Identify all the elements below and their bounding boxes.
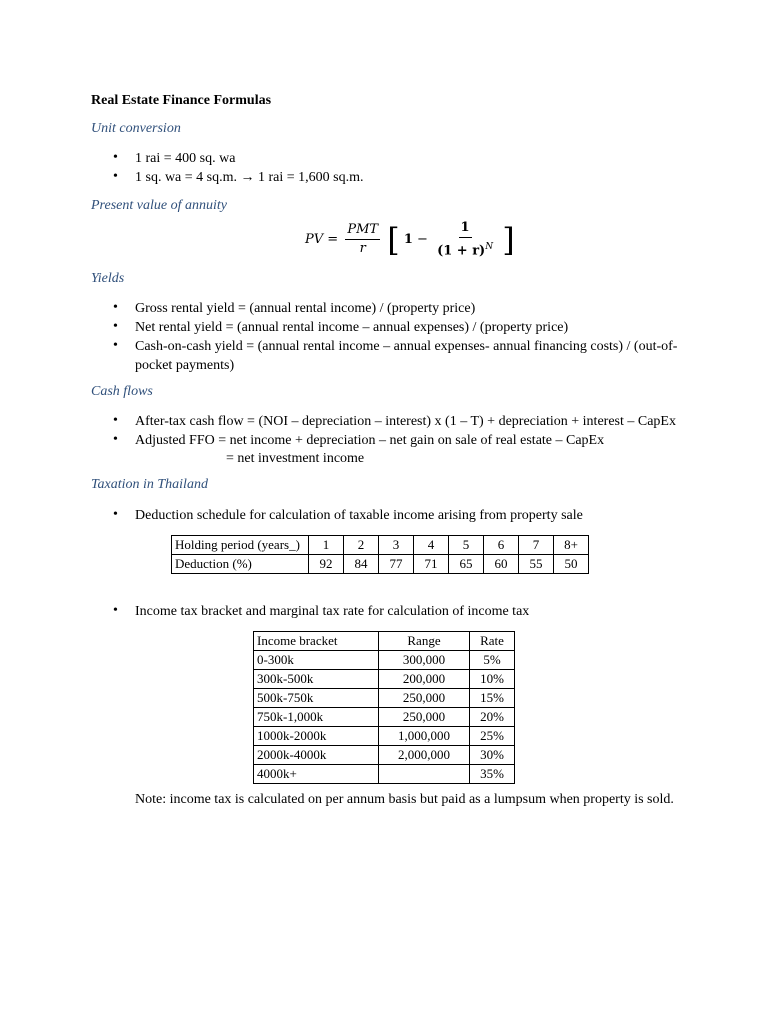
bullet-icon: • [113, 413, 118, 428]
heading-pv-annuity: Present value of annuity [91, 198, 227, 213]
rate-cell: 35% [470, 765, 515, 784]
heading-unit-conversion: Unit conversion [91, 121, 181, 136]
range-cell: 300,000 [379, 651, 470, 670]
deduction-cell: 60 [484, 555, 519, 574]
pv-formula [305, 220, 515, 262]
bracket-intro: Income tax bracket and marginal tax rate for calculation of income tax [135, 604, 530, 619]
bullet-icon: • [113, 338, 118, 353]
yield-item-2: Net rental yield = (annual rental income – annual expenses) / (property price) [135, 320, 569, 335]
range-cell: 200,000 [379, 670, 470, 689]
unit-item-1: 1 rai = 400 sq. wa [135, 151, 236, 166]
rate-cell: 30% [470, 746, 515, 765]
header-range: Range [379, 632, 470, 651]
heading-taxation: Taxation in Thailand [91, 477, 208, 492]
year-cell: 6 [484, 536, 519, 555]
table-row [254, 670, 515, 689]
bullet-icon: • [113, 150, 118, 165]
formula-inner-den: (1 + r) [437, 243, 486, 259]
table-row [254, 765, 515, 784]
rate-cell: 15% [470, 689, 515, 708]
bracket-cell: 750k-1,000k [254, 708, 379, 727]
year-cell: 3 [379, 536, 414, 555]
deduction-row1-label: Holding period (years_) [172, 536, 309, 555]
yield-item-3: Cash-on-cash yield = (annual rental income – annual expenses- annual financing costs) / (out-of- [135, 339, 678, 354]
table-row [254, 727, 515, 746]
bracket-cell: 500k-750k [254, 689, 379, 708]
deduction-cell: 92 [309, 555, 344, 574]
formula-minus: − [417, 232, 428, 248]
deduction-intro: Deduction schedule for calculation of taxable income arising from property sale [135, 508, 583, 523]
cashflow-item-2-cont: = net investment income [226, 451, 365, 466]
formula-right-bracket: ] [502, 220, 515, 259]
heading-yields: Yields [91, 271, 125, 286]
formula-eq: = [327, 232, 339, 248]
formula-den: r [359, 241, 366, 257]
formula-num: PMT [345, 222, 380, 240]
range-cell: 250,000 [379, 689, 470, 708]
unit-item-2: 1 sq. wa = 4 sq.m. → 1 rai = 1,600 sq.m. [135, 170, 364, 185]
formula-lhs: PV [305, 232, 324, 248]
range-cell: 2,000,000 [379, 746, 470, 765]
formula-fraction-pmt [345, 222, 380, 257]
range-cell: 250,000 [379, 708, 470, 727]
bullet-icon: • [113, 432, 118, 447]
header-income-bracket: Income bracket [254, 632, 379, 651]
bullet-icon: • [113, 300, 118, 315]
table-row [254, 632, 515, 651]
table-row [172, 555, 589, 574]
year-cell: 5 [449, 536, 484, 555]
bracket-cell: 2000k-4000k [254, 746, 379, 765]
year-cell: 7 [519, 536, 554, 555]
bullet-icon: • [113, 603, 118, 618]
bullet-icon: • [113, 169, 118, 184]
year-cell: 4 [414, 536, 449, 555]
deduction-cell: 65 [449, 555, 484, 574]
bracket-cell: 0-300k [254, 651, 379, 670]
table-row [254, 689, 515, 708]
deduction-cell: 84 [344, 555, 379, 574]
deduction-row2-label: Deduction (%) [172, 555, 309, 574]
year-cell: 1 [309, 536, 344, 555]
cashflow-item-2: Adjusted FFO = net income + depreciation – net gain on sale of real estate – CapEx [135, 433, 605, 448]
table-row [172, 536, 589, 555]
table-row [254, 708, 515, 727]
deduction-table [171, 535, 589, 574]
formula-one: 1 [403, 232, 413, 248]
formula-exponent: N [485, 242, 494, 252]
formula-left-bracket: [ [387, 220, 400, 259]
deduction-cell: 77 [379, 555, 414, 574]
deduction-cell: 50 [554, 555, 589, 574]
income-bracket-table [253, 631, 515, 784]
yield-item-1: Gross rental yield = (annual rental income) / (property price) [135, 301, 476, 316]
header-rate: Rate [470, 632, 515, 651]
range-cell: 1,000,000 [379, 727, 470, 746]
rate-cell: 20% [470, 708, 515, 727]
rate-cell: 25% [470, 727, 515, 746]
rate-cell: 5% [470, 651, 515, 670]
bracket-cell: 4000k+ [254, 765, 379, 784]
bracket-cell: 300k-500k [254, 670, 379, 689]
formula-inner-num: 1 [459, 220, 472, 238]
deduction-cell: 71 [414, 555, 449, 574]
bullet-icon: • [113, 319, 118, 334]
deduction-cell: 55 [519, 555, 554, 574]
formula-fraction-discount [435, 220, 495, 259]
table-row [254, 651, 515, 670]
year-cell: 8+ [554, 536, 589, 555]
cashflow-item-1: After-tax cash flow = (NOI – depreciation – interest) x (1 – T) + depreciation + interest – CapEx [135, 414, 676, 429]
year-cell: 2 [344, 536, 379, 555]
yield-item-3-cont: pocket payments) [135, 358, 235, 373]
rate-cell: 10% [470, 670, 515, 689]
page-title: Real Estate Finance Formulas [91, 93, 272, 108]
tax-note: Note: income tax is calculated on per annum basis but paid as a lumpsum when property is sold. [135, 792, 674, 807]
bullet-icon: • [113, 507, 118, 522]
bracket-cell: 1000k-2000k [254, 727, 379, 746]
table-row [254, 746, 515, 765]
range-cell [379, 765, 470, 784]
heading-cash-flows: Cash flows [91, 384, 153, 399]
